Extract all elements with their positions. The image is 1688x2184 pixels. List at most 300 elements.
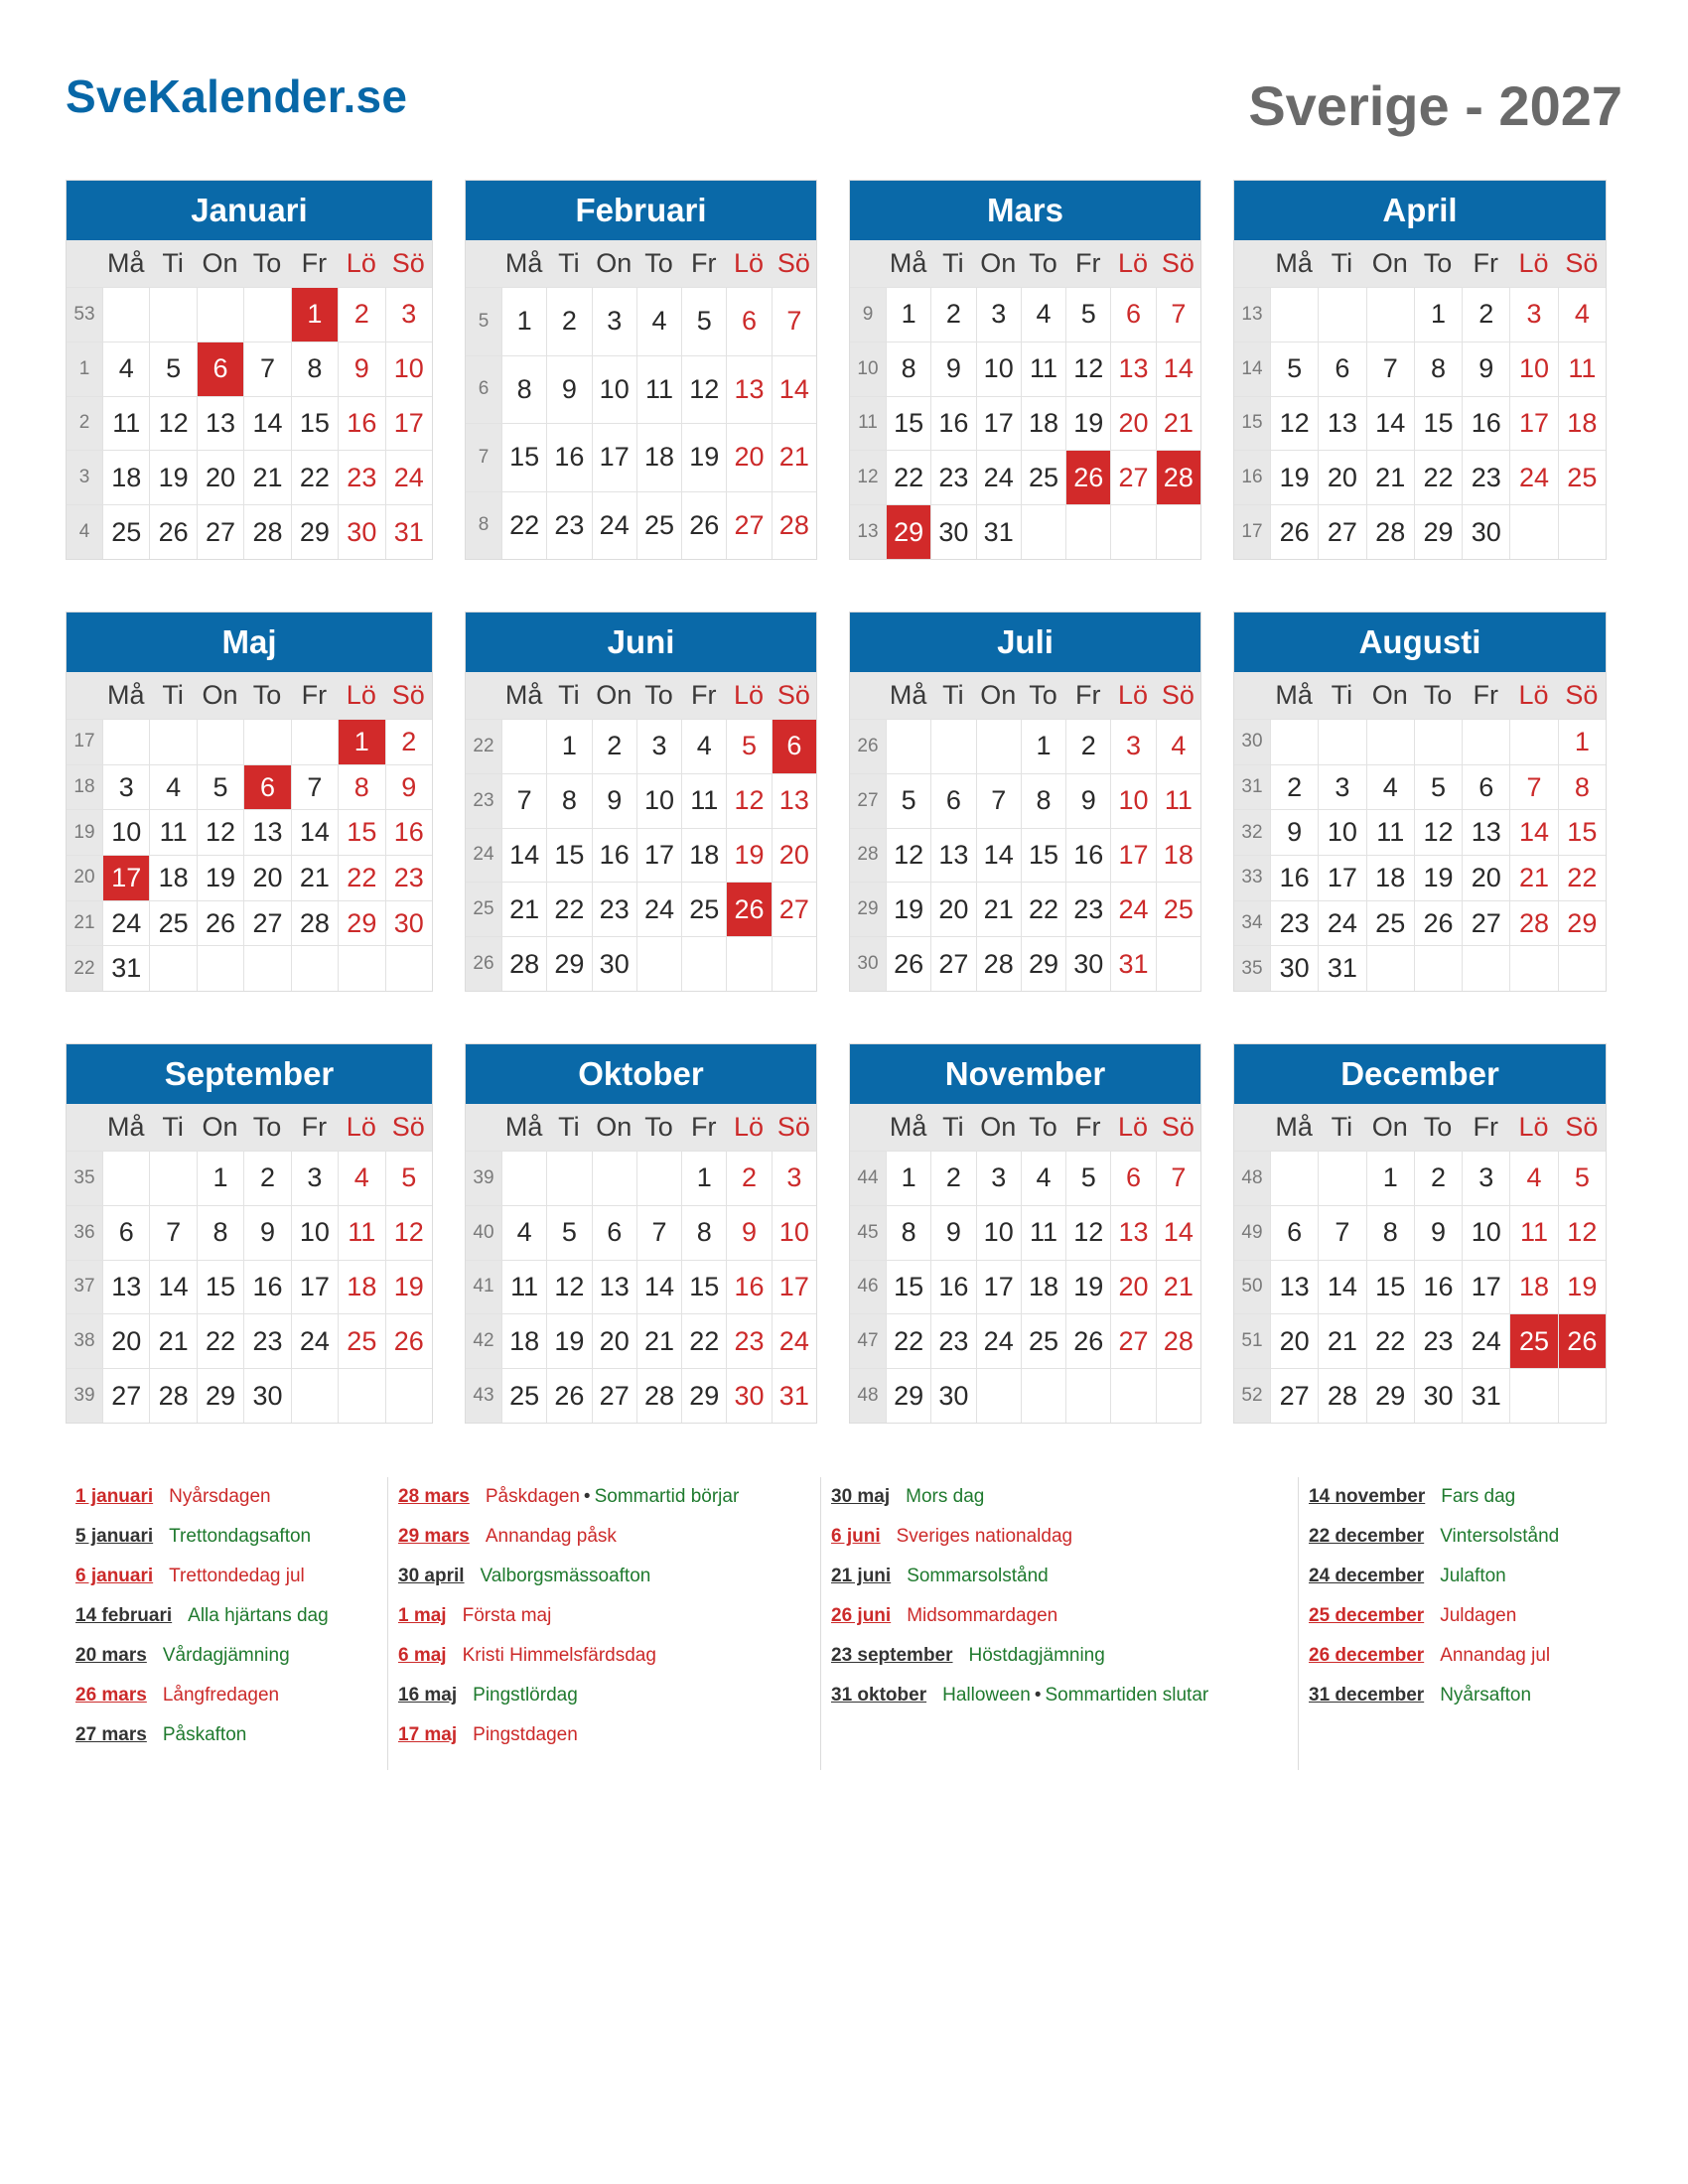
- day-cell[interactable]: 7: [1318, 1206, 1365, 1260]
- day-cell[interactable]: 9: [1414, 1206, 1462, 1260]
- day-cell[interactable]: 7: [1156, 288, 1200, 341]
- day-cell[interactable]: 2: [592, 720, 636, 773]
- day-cell[interactable]: 15: [886, 397, 930, 451]
- day-cell[interactable]: 25: [338, 1314, 384, 1368]
- day-cell[interactable]: 8: [1366, 1206, 1414, 1260]
- day-cell[interactable]: 16: [1065, 829, 1110, 883]
- day-cell[interactable]: 1: [681, 1152, 726, 1205]
- day-cell[interactable]: 20: [592, 1314, 636, 1368]
- holiday-date[interactable]: 20 mars: [75, 1645, 147, 1666]
- holiday-date[interactable]: 6 maj: [398, 1645, 447, 1666]
- day-cell[interactable]: 11: [1509, 1206, 1557, 1260]
- day-cell[interactable]: 7: [1509, 765, 1557, 810]
- day-cell[interactable]: 13: [197, 397, 243, 451]
- day-cell[interactable]: 12: [1065, 342, 1110, 396]
- day-cell[interactable]: 28: [1156, 1314, 1200, 1368]
- day-cell[interactable]: 15: [1021, 829, 1065, 883]
- day-cell[interactable]: 4: [1156, 720, 1200, 773]
- day-cell[interactable]: 29: [1558, 901, 1606, 946]
- day-cell[interactable]: 14: [149, 1261, 196, 1314]
- day-cell[interactable]: 22: [886, 451, 930, 504]
- day-cell[interactable]: 21: [501, 883, 546, 936]
- day-cell[interactable]: 12: [1414, 810, 1462, 855]
- day-cell[interactable]: 17: [385, 397, 432, 451]
- day-cell[interactable]: 6: [772, 720, 816, 773]
- day-cell[interactable]: 14: [243, 397, 290, 451]
- day-cell[interactable]: 30: [243, 1369, 290, 1423]
- day-cell[interactable]: 10: [385, 342, 432, 396]
- day-cell[interactable]: 8: [291, 342, 338, 396]
- day-cell[interactable]: 3: [1318, 765, 1365, 810]
- day-cell[interactable]: 2: [546, 288, 591, 355]
- day-cell[interactable]: 28: [501, 937, 546, 991]
- day-cell[interactable]: 16: [243, 1261, 290, 1314]
- day-cell[interactable]: 25: [1021, 451, 1065, 504]
- day-cell[interactable]: 4: [1021, 1152, 1065, 1205]
- day-cell[interactable]: 23: [930, 451, 975, 504]
- day-cell[interactable]: 28: [1318, 1369, 1365, 1423]
- holiday-date[interactable]: 28 mars: [398, 1486, 470, 1507]
- day-cell[interactable]: 22: [1558, 856, 1606, 900]
- day-cell[interactable]: 8: [1558, 765, 1606, 810]
- day-cell[interactable]: 10: [636, 774, 681, 828]
- day-cell[interactable]: 5: [1270, 342, 1318, 396]
- day-cell[interactable]: 9: [1065, 774, 1110, 828]
- day-cell[interactable]: 20: [197, 451, 243, 504]
- day-cell[interactable]: 15: [886, 1261, 930, 1314]
- day-cell[interactable]: 30: [930, 505, 975, 559]
- day-cell[interactable]: 18: [1366, 856, 1414, 900]
- day-cell[interactable]: 27: [197, 505, 243, 559]
- holiday-date[interactable]: 22 december: [1309, 1526, 1425, 1547]
- day-cell[interactable]: 18: [501, 1314, 546, 1368]
- day-cell[interactable]: 21: [976, 883, 1021, 936]
- day-cell[interactable]: 10: [291, 1206, 338, 1260]
- day-cell[interactable]: 7: [976, 774, 1021, 828]
- day-cell[interactable]: 29: [681, 1369, 726, 1423]
- day-cell[interactable]: 7: [149, 1206, 196, 1260]
- day-cell[interactable]: 11: [636, 356, 681, 424]
- day-cell[interactable]: 22: [338, 856, 384, 900]
- day-cell[interactable]: 27: [1110, 1314, 1155, 1368]
- day-cell[interactable]: 24: [772, 1314, 816, 1368]
- day-cell[interactable]: 27: [243, 901, 290, 946]
- day-cell[interactable]: 16: [385, 810, 432, 855]
- day-cell[interactable]: 28: [772, 492, 816, 560]
- day-cell[interactable]: 1: [197, 1152, 243, 1205]
- day-cell[interactable]: 25: [501, 1369, 546, 1423]
- day-cell[interactable]: 16: [1414, 1261, 1462, 1314]
- day-cell[interactable]: 6: [592, 1206, 636, 1260]
- day-cell[interactable]: 19: [681, 424, 726, 491]
- day-cell[interactable]: 3: [1110, 720, 1155, 773]
- day-cell[interactable]: 17: [592, 424, 636, 491]
- day-cell[interactable]: 5: [1558, 1152, 1606, 1205]
- day-cell[interactable]: 19: [149, 451, 196, 504]
- day-cell[interactable]: 7: [636, 1206, 681, 1260]
- day-cell[interactable]: 2: [1270, 765, 1318, 810]
- day-cell[interactable]: 24: [1509, 451, 1557, 504]
- day-cell[interactable]: 31: [1110, 937, 1155, 991]
- day-cell[interactable]: 5: [1414, 765, 1462, 810]
- day-cell[interactable]: 26: [385, 1314, 432, 1368]
- day-cell[interactable]: 20: [1270, 1314, 1318, 1368]
- day-cell[interactable]: 30: [1414, 1369, 1462, 1423]
- day-cell[interactable]: 12: [1065, 1206, 1110, 1260]
- day-cell[interactable]: 12: [681, 356, 726, 424]
- holiday-date[interactable]: 21 juni: [831, 1566, 892, 1586]
- day-cell[interactable]: 19: [385, 1261, 432, 1314]
- day-cell[interactable]: 29: [886, 1369, 930, 1423]
- day-cell[interactable]: 16: [1270, 856, 1318, 900]
- day-cell[interactable]: 28: [1156, 451, 1200, 504]
- day-cell[interactable]: 17: [772, 1261, 816, 1314]
- holiday-date[interactable]: 24 december: [1309, 1566, 1425, 1586]
- day-cell[interactable]: 11: [149, 810, 196, 855]
- day-cell[interactable]: 29: [1021, 937, 1065, 991]
- day-cell[interactable]: 11: [1021, 342, 1065, 396]
- day-cell[interactable]: 27: [930, 937, 975, 991]
- day-cell[interactable]: 19: [1558, 1261, 1606, 1314]
- day-cell[interactable]: 5: [726, 720, 771, 773]
- day-cell[interactable]: 6: [1270, 1206, 1318, 1260]
- day-cell[interactable]: 2: [930, 1152, 975, 1205]
- day-cell[interactable]: 14: [1156, 1206, 1200, 1260]
- holiday-date[interactable]: 23 september: [831, 1645, 953, 1666]
- day-cell[interactable]: 9: [930, 342, 975, 396]
- day-cell[interactable]: 19: [197, 856, 243, 900]
- day-cell[interactable]: 7: [1366, 342, 1414, 396]
- day-cell[interactable]: 8: [546, 774, 591, 828]
- day-cell[interactable]: 29: [1414, 505, 1462, 559]
- day-cell[interactable]: 8: [886, 342, 930, 396]
- day-cell[interactable]: 12: [197, 810, 243, 855]
- day-cell[interactable]: 8: [338, 765, 384, 810]
- day-cell[interactable]: 13: [772, 774, 816, 828]
- day-cell[interactable]: 16: [1462, 397, 1509, 451]
- day-cell[interactable]: 8: [197, 1206, 243, 1260]
- day-cell[interactable]: 16: [546, 424, 591, 491]
- day-cell[interactable]: 6: [1110, 1152, 1155, 1205]
- day-cell[interactable]: 9: [726, 1206, 771, 1260]
- day-cell[interactable]: 22: [197, 1314, 243, 1368]
- day-cell[interactable]: 9: [546, 356, 591, 424]
- day-cell[interactable]: 11: [1021, 1206, 1065, 1260]
- day-cell[interactable]: 10: [976, 342, 1021, 396]
- day-cell[interactable]: 9: [385, 765, 432, 810]
- day-cell[interactable]: 23: [243, 1314, 290, 1368]
- day-cell[interactable]: 2: [385, 720, 432, 764]
- day-cell[interactable]: 19: [1414, 856, 1462, 900]
- day-cell[interactable]: 27: [726, 492, 771, 560]
- day-cell[interactable]: 18: [1021, 1261, 1065, 1314]
- day-cell[interactable]: 22: [291, 451, 338, 504]
- day-cell[interactable]: 25: [1366, 901, 1414, 946]
- day-cell[interactable]: 25: [1021, 1314, 1065, 1368]
- day-cell[interactable]: 24: [385, 451, 432, 504]
- day-cell[interactable]: 25: [1558, 451, 1606, 504]
- day-cell[interactable]: 28: [149, 1369, 196, 1423]
- day-cell[interactable]: 17: [636, 829, 681, 883]
- holiday-date[interactable]: 1 januari: [75, 1486, 154, 1507]
- day-cell[interactable]: 14: [1366, 397, 1414, 451]
- day-cell[interactable]: 10: [592, 356, 636, 424]
- day-cell[interactable]: 15: [338, 810, 384, 855]
- day-cell[interactable]: 2: [1414, 1152, 1462, 1205]
- day-cell[interactable]: 7: [243, 342, 290, 396]
- day-cell[interactable]: 4: [1558, 288, 1606, 341]
- day-cell[interactable]: 13: [930, 829, 975, 883]
- day-cell[interactable]: 2: [726, 1152, 771, 1205]
- day-cell[interactable]: 14: [501, 829, 546, 883]
- day-cell[interactable]: 2: [338, 288, 384, 341]
- holiday-date[interactable]: 30 april: [398, 1566, 465, 1586]
- day-cell[interactable]: 3: [102, 765, 149, 810]
- day-cell[interactable]: 4: [681, 720, 726, 773]
- day-cell[interactable]: 18: [149, 856, 196, 900]
- day-cell[interactable]: 31: [1318, 946, 1365, 991]
- day-cell[interactable]: 8: [1021, 774, 1065, 828]
- day-cell[interactable]: 11: [1366, 810, 1414, 855]
- day-cell[interactable]: 28: [636, 1369, 681, 1423]
- day-cell[interactable]: 21: [291, 856, 338, 900]
- day-cell[interactable]: 9: [1270, 810, 1318, 855]
- day-cell[interactable]: 26: [886, 937, 930, 991]
- day-cell[interactable]: 27: [592, 1369, 636, 1423]
- day-cell[interactable]: 13: [726, 356, 771, 424]
- day-cell[interactable]: 9: [592, 774, 636, 828]
- day-cell[interactable]: 29: [886, 505, 930, 559]
- day-cell[interactable]: 25: [102, 505, 149, 559]
- day-cell[interactable]: 6: [1318, 342, 1365, 396]
- day-cell[interactable]: 11: [102, 397, 149, 451]
- day-cell[interactable]: 24: [592, 492, 636, 560]
- day-cell[interactable]: 23: [1414, 1314, 1462, 1368]
- day-cell[interactable]: 22: [1366, 1314, 1414, 1368]
- holiday-date[interactable]: 31 december: [1309, 1685, 1425, 1706]
- day-cell[interactable]: 3: [976, 288, 1021, 341]
- day-cell[interactable]: 26: [1065, 451, 1110, 504]
- day-cell[interactable]: 12: [886, 829, 930, 883]
- day-cell[interactable]: 18: [1509, 1261, 1557, 1314]
- day-cell[interactable]: 28: [1366, 505, 1414, 559]
- day-cell[interactable]: 3: [385, 288, 432, 341]
- day-cell[interactable]: 15: [197, 1261, 243, 1314]
- day-cell[interactable]: 26: [681, 492, 726, 560]
- day-cell[interactable]: 2: [1065, 720, 1110, 773]
- day-cell[interactable]: 9: [930, 1206, 975, 1260]
- day-cell[interactable]: 18: [338, 1261, 384, 1314]
- day-cell[interactable]: 26: [1065, 1314, 1110, 1368]
- day-cell[interactable]: 18: [1156, 829, 1200, 883]
- day-cell[interactable]: 24: [976, 1314, 1021, 1368]
- day-cell[interactable]: 1: [886, 288, 930, 341]
- day-cell[interactable]: 17: [976, 397, 1021, 451]
- day-cell[interactable]: 31: [102, 946, 149, 991]
- day-cell[interactable]: 12: [726, 774, 771, 828]
- day-cell[interactable]: 4: [338, 1152, 384, 1205]
- day-cell[interactable]: 11: [1156, 774, 1200, 828]
- day-cell[interactable]: 16: [338, 397, 384, 451]
- day-cell[interactable]: 31: [772, 1369, 816, 1423]
- day-cell[interactable]: 24: [1110, 883, 1155, 936]
- day-cell[interactable]: 27: [772, 883, 816, 936]
- holiday-date[interactable]: 31 oktober: [831, 1685, 927, 1706]
- holiday-date[interactable]: 1 maj: [398, 1605, 447, 1626]
- day-cell[interactable]: 25: [636, 492, 681, 560]
- day-cell[interactable]: 10: [1318, 810, 1365, 855]
- day-cell[interactable]: 29: [291, 505, 338, 559]
- day-cell[interactable]: 18: [1558, 397, 1606, 451]
- day-cell[interactable]: 3: [1462, 1152, 1509, 1205]
- day-cell[interactable]: 8: [886, 1206, 930, 1260]
- day-cell[interactable]: 18: [1021, 397, 1065, 451]
- day-cell[interactable]: 5: [681, 288, 726, 355]
- day-cell[interactable]: 1: [546, 720, 591, 773]
- day-cell[interactable]: 5: [546, 1206, 591, 1260]
- day-cell[interactable]: 19: [1065, 1261, 1110, 1314]
- day-cell[interactable]: 30: [338, 505, 384, 559]
- day-cell[interactable]: 31: [1462, 1369, 1509, 1423]
- day-cell[interactable]: 23: [1270, 901, 1318, 946]
- day-cell[interactable]: 5: [1065, 288, 1110, 341]
- day-cell[interactable]: 10: [1110, 774, 1155, 828]
- day-cell[interactable]: 4: [1366, 765, 1414, 810]
- day-cell[interactable]: 16: [930, 1261, 975, 1314]
- day-cell[interactable]: 10: [1509, 342, 1557, 396]
- day-cell[interactable]: 5: [886, 774, 930, 828]
- day-cell[interactable]: 30: [1270, 946, 1318, 991]
- day-cell[interactable]: 25: [1509, 1314, 1557, 1368]
- day-cell[interactable]: 24: [1318, 901, 1365, 946]
- day-cell[interactable]: 16: [726, 1261, 771, 1314]
- day-cell[interactable]: 14: [1156, 342, 1200, 396]
- day-cell[interactable]: 15: [1366, 1261, 1414, 1314]
- day-cell[interactable]: 27: [1110, 451, 1155, 504]
- day-cell[interactable]: 13: [102, 1261, 149, 1314]
- day-cell[interactable]: 30: [592, 937, 636, 991]
- day-cell[interactable]: 22: [886, 1314, 930, 1368]
- day-cell[interactable]: 13: [1270, 1261, 1318, 1314]
- day-cell[interactable]: 17: [291, 1261, 338, 1314]
- day-cell[interactable]: 28: [1509, 901, 1557, 946]
- day-cell[interactable]: 20: [1462, 856, 1509, 900]
- day-cell[interactable]: 26: [1270, 505, 1318, 559]
- day-cell[interactable]: 21: [1509, 856, 1557, 900]
- day-cell[interactable]: 1: [291, 288, 338, 341]
- day-cell[interactable]: 22: [1414, 451, 1462, 504]
- day-cell[interactable]: 7: [772, 288, 816, 355]
- day-cell[interactable]: 13: [243, 810, 290, 855]
- day-cell[interactable]: 7: [291, 765, 338, 810]
- day-cell[interactable]: 9: [1462, 342, 1509, 396]
- day-cell[interactable]: 8: [501, 356, 546, 424]
- day-cell[interactable]: 26: [546, 1369, 591, 1423]
- day-cell[interactable]: 16: [592, 829, 636, 883]
- day-cell[interactable]: 20: [1110, 1261, 1155, 1314]
- day-cell[interactable]: 30: [385, 901, 432, 946]
- day-cell[interactable]: 20: [1318, 451, 1365, 504]
- day-cell[interactable]: 21: [1366, 451, 1414, 504]
- day-cell[interactable]: 5: [149, 342, 196, 396]
- day-cell[interactable]: 1: [1366, 1152, 1414, 1205]
- day-cell[interactable]: 22: [501, 492, 546, 560]
- day-cell[interactable]: 14: [291, 810, 338, 855]
- day-cell[interactable]: 17: [1110, 829, 1155, 883]
- day-cell[interactable]: 3: [1509, 288, 1557, 341]
- day-cell[interactable]: 23: [1462, 451, 1509, 504]
- day-cell[interactable]: 13: [1462, 810, 1509, 855]
- day-cell[interactable]: 18: [102, 451, 149, 504]
- day-cell[interactable]: 8: [1414, 342, 1462, 396]
- day-cell[interactable]: 22: [681, 1314, 726, 1368]
- day-cell[interactable]: 22: [1021, 883, 1065, 936]
- day-cell[interactable]: 27: [1462, 901, 1509, 946]
- day-cell[interactable]: 3: [291, 1152, 338, 1205]
- day-cell[interactable]: 15: [681, 1261, 726, 1314]
- day-cell[interactable]: 5: [1065, 1152, 1110, 1205]
- day-cell[interactable]: 23: [726, 1314, 771, 1368]
- day-cell[interactable]: 4: [1509, 1152, 1557, 1205]
- day-cell[interactable]: 15: [291, 397, 338, 451]
- day-cell[interactable]: 17: [1462, 1261, 1509, 1314]
- holiday-date[interactable]: 14 november: [1309, 1486, 1426, 1507]
- day-cell[interactable]: 30: [930, 1369, 975, 1423]
- day-cell[interactable]: 6: [243, 765, 290, 810]
- holiday-date[interactable]: 26 juni: [831, 1605, 892, 1626]
- day-cell[interactable]: 13: [1110, 1206, 1155, 1260]
- holiday-date[interactable]: 5 januari: [75, 1526, 154, 1547]
- day-cell[interactable]: 29: [197, 1369, 243, 1423]
- day-cell[interactable]: 15: [501, 424, 546, 491]
- day-cell[interactable]: 30: [1462, 505, 1509, 559]
- day-cell[interactable]: 7: [501, 774, 546, 828]
- holiday-date[interactable]: 6 januari: [75, 1566, 154, 1586]
- day-cell[interactable]: 14: [1318, 1261, 1365, 1314]
- day-cell[interactable]: 10: [976, 1206, 1021, 1260]
- day-cell[interactable]: 31: [976, 505, 1021, 559]
- day-cell[interactable]: 1: [886, 1152, 930, 1205]
- day-cell[interactable]: 12: [385, 1206, 432, 1260]
- day-cell[interactable]: 21: [1156, 1261, 1200, 1314]
- day-cell[interactable]: 21: [149, 1314, 196, 1368]
- day-cell[interactable]: 19: [726, 829, 771, 883]
- day-cell[interactable]: 30: [726, 1369, 771, 1423]
- holiday-date[interactable]: 30 maj: [831, 1486, 891, 1507]
- holiday-date[interactable]: 16 maj: [398, 1685, 458, 1706]
- day-cell[interactable]: 8: [681, 1206, 726, 1260]
- day-cell[interactable]: 17: [976, 1261, 1021, 1314]
- day-cell[interactable]: 30: [1065, 937, 1110, 991]
- day-cell[interactable]: 19: [886, 883, 930, 936]
- day-cell[interactable]: 26: [1414, 901, 1462, 946]
- day-cell[interactable]: 1: [1021, 720, 1065, 773]
- day-cell[interactable]: 25: [681, 883, 726, 936]
- day-cell[interactable]: 15: [1558, 810, 1606, 855]
- day-cell[interactable]: 18: [681, 829, 726, 883]
- day-cell[interactable]: 13: [1318, 397, 1365, 451]
- day-cell[interactable]: 27: [102, 1369, 149, 1423]
- day-cell[interactable]: 25: [1156, 883, 1200, 936]
- day-cell[interactable]: 11: [681, 774, 726, 828]
- holiday-date[interactable]: 29 mars: [398, 1526, 470, 1547]
- day-cell[interactable]: 2: [243, 1152, 290, 1205]
- day-cell[interactable]: 17: [102, 856, 149, 900]
- day-cell[interactable]: 12: [149, 397, 196, 451]
- day-cell[interactable]: 11: [338, 1206, 384, 1260]
- day-cell[interactable]: 14: [772, 356, 816, 424]
- day-cell[interactable]: 20: [1110, 397, 1155, 451]
